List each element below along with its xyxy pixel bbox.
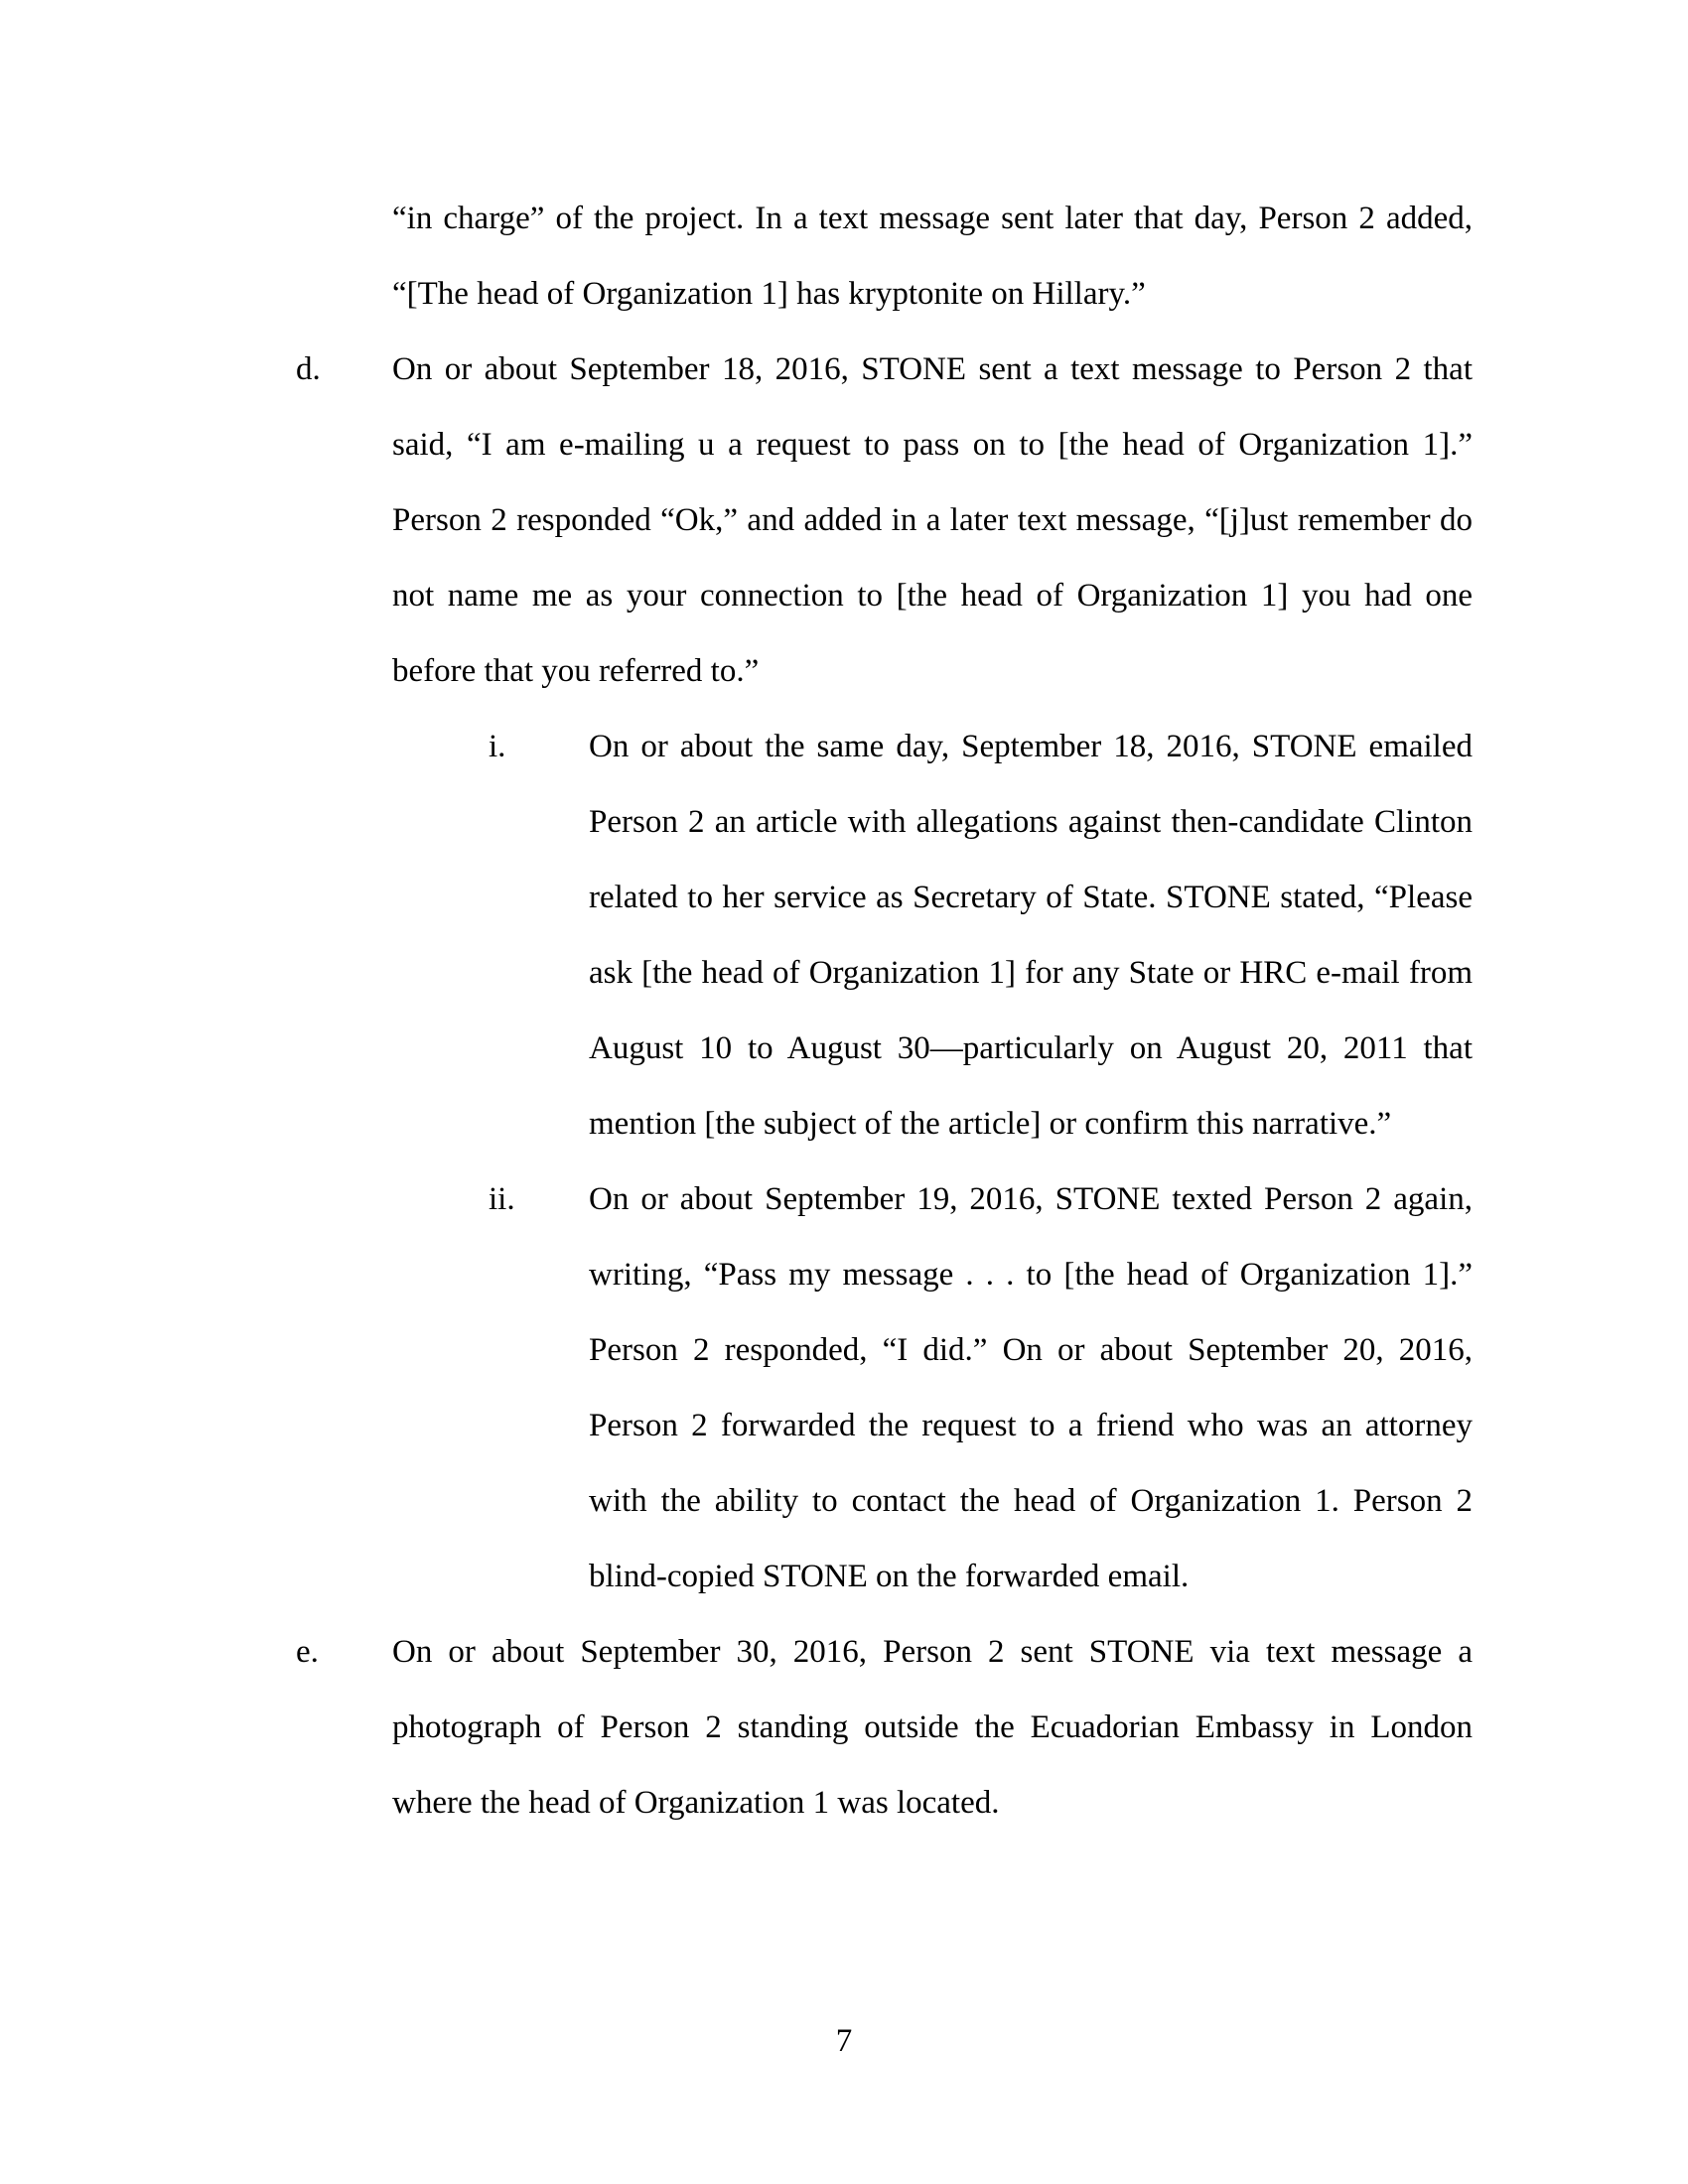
item-d-paragraph: On or about September 18, 2016, STONE sent a text message to Person 2 that said, “I am e-mailing u a request to pass on to [the head of Organization 1].” Person 2 responded “Ok,” and added in a later text message, “[j]ust remember do not name me as your connection to [the head of Organization 1] you had one before that you referred to.” xyxy=(392,351,1473,689)
page-number: 7 xyxy=(835,2023,853,2059)
item-e-paragraph: On or about September 30, 2016, Person 2 sent STONE via text message a photograph of Person 2 standing outside the Ecuadorian Embassy in London where the head of Organization 1 was located. xyxy=(392,1634,1473,1821)
subitem-ii-paragraph: On or about September 19, 2016, STONE texted Person 2 again, writing, “Pass my message . . . to [the head of Organization 1].” Person 2 responded, “I did.” On or about September 20, 2016, Person 2 forwarded the request to a friend who was an attorney with the ability to contact the head of Organization 1. Person 2 blind-copied STONE on the forwarded email. xyxy=(589,1181,1473,1594)
subitem-marker-i: i. xyxy=(489,729,506,764)
subitem-marker-ii: ii. xyxy=(489,1181,515,1217)
continuation-paragraph: “in charge” of the project. In a text message sent later that day, Person 2 added, “[The head of Organization 1] has kryptonite on Hillary.” xyxy=(392,201,1473,312)
item-marker-e: e. xyxy=(296,1634,319,1670)
subitem-i-paragraph: On or about the same day, September 18, 2016, STONE emailed Person 2 an article with allegations against then-candidate Clinton related to her service as Secretary of State. STONE stated, “Please ask [the head of Organization 1] for any State or HRC e-mail from August 10 to August 30—particularly on August 20, 2011 that mention [the subject of the article] or confirm this narrative.” xyxy=(589,729,1473,1142)
item-marker-d: d. xyxy=(296,351,321,387)
